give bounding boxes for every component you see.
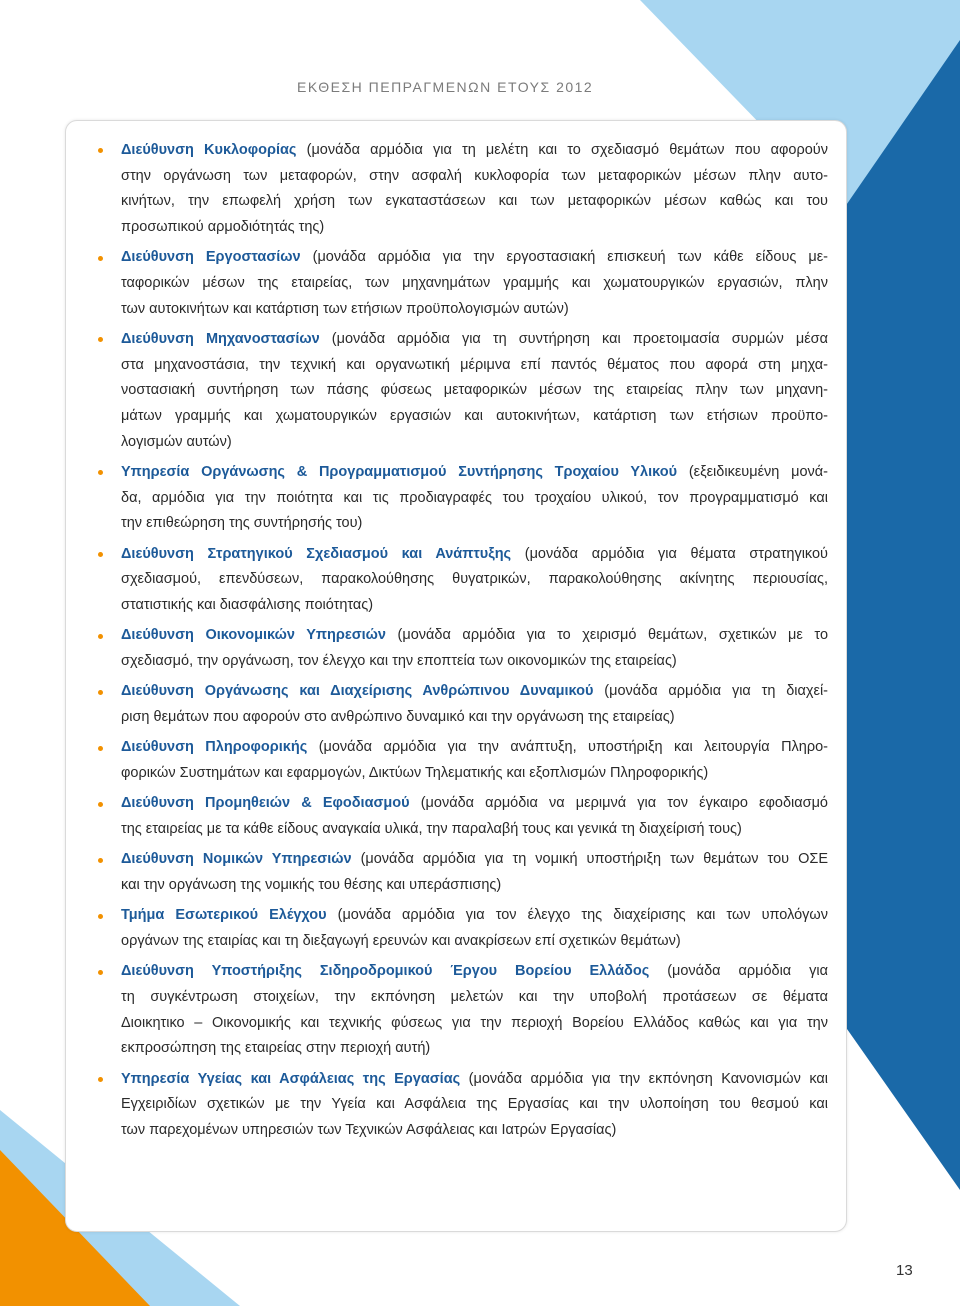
- unit-description-line: οργάνων της εταιρίας και τη διεξαγωγή ερευνών και ανακρίσεων επί σχετικών θεμάτων): [121, 932, 681, 949]
- unit-first-line: [121, 245, 828, 271]
- list-item: [121, 791, 828, 842]
- list-item: [121, 959, 828, 1062]
- unit-description-line: στην οργάνωση των μεταφορών, στην ασφαλή κυκλοφορία των μεταφορικών μέσων πλην αυτο-: [121, 167, 828, 184]
- unit-description-line: στατιστικής και διασφάλισης ποιότητας): [121, 597, 374, 614]
- bullet-dot: [98, 802, 103, 807]
- list-item: [121, 327, 828, 455]
- unit-title: Υπηρεσία Υγείας και Ασφάλειας της Εργασίας: [121, 1070, 461, 1087]
- unit-first-line: [121, 791, 828, 817]
- unit-description-line: προσωπικού αρμοδιότητάς της): [121, 219, 325, 236]
- unit-first-line: [121, 542, 828, 568]
- unit-title: Διεύθυνση Εργοστασίων: [121, 249, 301, 266]
- unit-description-line: Διοικητικο – Οικονομικής και τεχνικής φύσεως για την περιοχή Βορείου Ελλάδος καθώς και για την: [121, 1014, 828, 1031]
- unit-first-line: [121, 903, 828, 929]
- list-item: [121, 847, 828, 898]
- unit-description-line: ταφορικών μέσων της εταιρείας, των μηχανημάτων γραμμής και χωματουργικών εργασιών, πλην: [121, 275, 828, 292]
- unit-description-line: εκπροσώπηση της εταιρείας στην περιοχή αυτή): [121, 1040, 431, 1057]
- report-running-title: ΕΚΘΕΣΗ ΠΕΠΡΑΓΜΕΝΩΝ ΕΤΟΥΣ 2012: [297, 79, 594, 95]
- bullet-dot: [98, 1077, 103, 1082]
- unit-description: (μονάδα αρμόδια για: [667, 963, 828, 980]
- unit-first-line: [121, 679, 828, 705]
- organizational-units-list: [121, 138, 828, 1148]
- unit-title: Υπηρεσία Οργάνωσης & Προγραμματισμού Συντήρησης Τροχαίου Υλικού: [121, 464, 678, 481]
- page-number: 13: [896, 1262, 913, 1279]
- unit-title: Διεύθυνση Οικονομικών Υπηρεσιών: [121, 627, 386, 644]
- bullet-dot: [98, 746, 103, 751]
- unit-first-line: [121, 138, 828, 164]
- unit-title: Τμήμα Εσωτερικού Ελέγχου: [121, 907, 327, 924]
- unit-description-line: των αυτοκινήτων και κατάρτιση των ετήσιων προϋπολογισμών αυτών): [121, 300, 569, 317]
- unit-description-line: τη συγκέντρωση στοιχείων, την εκπόνηση μελετών και την υποβολή προτάσεων σε θέματα: [121, 988, 828, 1005]
- unit-title: Διεύθυνση Οργάνωσης και Διαχείρισης Ανθρώπινου Δυναμικού: [121, 683, 594, 700]
- unit-first-line: [121, 1067, 828, 1093]
- list-item: [121, 245, 828, 322]
- unit-description-line: μάτων γραμμής και χωματουργικών εργασιών και αυτοκινήτων, κατάρτιση των ετήσιων προϋπο-: [121, 408, 828, 425]
- bullet-dot: [98, 858, 103, 863]
- unit-description-line: Εγχειριδίων σχετικών με την Υγεία και Ασφάλεια της Εργασίας και την υλοποίηση του θεσμού και: [121, 1096, 828, 1113]
- unit-description-line: λογισμών αυτών): [121, 433, 232, 450]
- unit-description-line: της εταιρείας με τα κάθε είδους αναγκαία υλικά, την παραλαβή τους και γενικά τη διαχείρισή τους): [121, 820, 742, 837]
- unit-description-line: και την οργάνωση της νομικής του θέσης και υπεράσπισης): [121, 876, 502, 893]
- unit-title: Διεύθυνση Πληροφορικής: [121, 739, 308, 756]
- unit-description: (εξειδικευμένη μονά-: [688, 464, 828, 481]
- unit-first-line: [121, 460, 828, 486]
- unit-title: Διεύθυνση Μηχανοστασίων: [121, 331, 320, 347]
- unit-title: Διεύθυνση Κυκλοφορίας: [121, 142, 297, 158]
- unit-description-line: φορικών Συστημάτων και εφαρμογών, Δικτύων Τηλεματικής και εξοπλισμών Πληροφορικής): [121, 764, 709, 781]
- unit-first-line: [121, 623, 828, 649]
- bullet-dot: [98, 914, 103, 919]
- unit-description: (μονάδα αρμόδια να μεριμνά για τον έγκαιρο εφοδιασμό: [420, 795, 828, 812]
- unit-description-line: την επιθεώρηση της συντήρησής του): [121, 515, 363, 532]
- unit-first-line: [121, 959, 828, 985]
- bullet-dot: [98, 690, 103, 695]
- list-item: [121, 138, 828, 241]
- list-item: [121, 735, 828, 786]
- unit-title: Διεύθυνση Στρατηγικού Σχεδιασμού και Ανάπτυξης: [121, 545, 512, 562]
- unit-description: (μονάδα αρμόδια για την εκπόνηση Κανονισμών και: [468, 1070, 829, 1087]
- unit-title: Διεύθυνση Νομικών Υπηρεσιών: [121, 851, 352, 868]
- unit-first-line: [121, 327, 828, 353]
- unit-description-line: των παρεχομένων υπηρεσιών των Τεχνικών Ασφάλειας και Ιατρών Εργασίας): [121, 1121, 617, 1138]
- unit-first-line: [121, 847, 828, 873]
- unit-description: (μονάδα αρμόδια για τη νομική υποστήριξη των θεμάτων του ΟΣΕ: [360, 851, 828, 868]
- unit-title: Διεύθυνση Υποστήριξης Σιδηροδρομικού Έργου Βορείου Ελλάδος: [121, 963, 650, 980]
- unit-description: (μονάδα αρμόδια για τον έλεγχο της διαχείρισης και των υπολόγων: [337, 907, 828, 924]
- unit-description: (μονάδα αρμόδια για τη διαχεί-: [604, 683, 829, 700]
- unit-description: (μονάδα αρμόδια για το χειρισμό θεμάτων, σχετικών με το: [397, 627, 829, 644]
- list-item: [121, 903, 828, 954]
- unit-description-line: νοστασιακή συντήρηση των πάσης φύσεως μεταφορικών μέσων της εταιρείας πλην των μηχανη-: [121, 382, 828, 399]
- bullet-dot: [98, 970, 103, 975]
- unit-description-line: δα, αρμόδια για την ποιότητα και τις προδιαγραφές του τροχαίου υλικού, τον προγραμματισμό και: [121, 489, 828, 506]
- list-item: [121, 1067, 828, 1144]
- unit-description: (μονάδα αρμόδια για την ανάπτυξη, υποστήριξη και λειτουργία Πληρο-: [318, 739, 829, 756]
- unit-description: (μονάδα αρμόδια για τη μελέτη και το σχεδιασμό θεμάτων που αφορούν: [306, 142, 828, 158]
- unit-title: Διεύθυνση Προμηθειών & Εφοδιασμού: [121, 795, 410, 812]
- unit-description-line: σχεδιασμό, την οργάνωση, τον έλεγχο και την εποπτεία των οικονομικών της εταιρείας): [121, 653, 677, 670]
- unit-description-line: ριση θεμάτων που αφορούν στο ανθρώπινο δυναμικό και την οργάνωση της εταιρείας): [121, 709, 675, 725]
- bullet-dot: [98, 256, 103, 261]
- unit-description: (μονάδα αρμόδια για θέματα στρατηγικού: [524, 545, 828, 562]
- list-item: [121, 460, 828, 537]
- list-item: [121, 542, 828, 619]
- list-item: [121, 623, 828, 674]
- unit-description: (μονάδα αρμόδια για την εργοστασιακή επισκευή των κάθε είδους με-: [312, 249, 828, 266]
- unit-description-line: κινήτων, την επωφελή χρήση των εγκαταστάσεων και των μεταφορικών μέσων καθώς και του: [121, 193, 828, 210]
- unit-description: (μονάδα αρμόδια για τη συντήρηση και προετοιμασία συρμών μέσα: [331, 331, 828, 347]
- list-item: [121, 679, 828, 730]
- unit-description-line: σχεδιασμού, επενδύσεων, παρακολούθησης θυγατρικών, παρακολούθησης ακίνητης περιουσίας,: [121, 571, 828, 588]
- bullet-dot: [98, 634, 103, 639]
- unit-first-line: [121, 735, 828, 761]
- unit-description-line: στα μηχανοστάσια, την τεχνική και οργανωτική μέριμνα επί παντός θέματος που αφορά στη μηχα-: [121, 356, 828, 373]
